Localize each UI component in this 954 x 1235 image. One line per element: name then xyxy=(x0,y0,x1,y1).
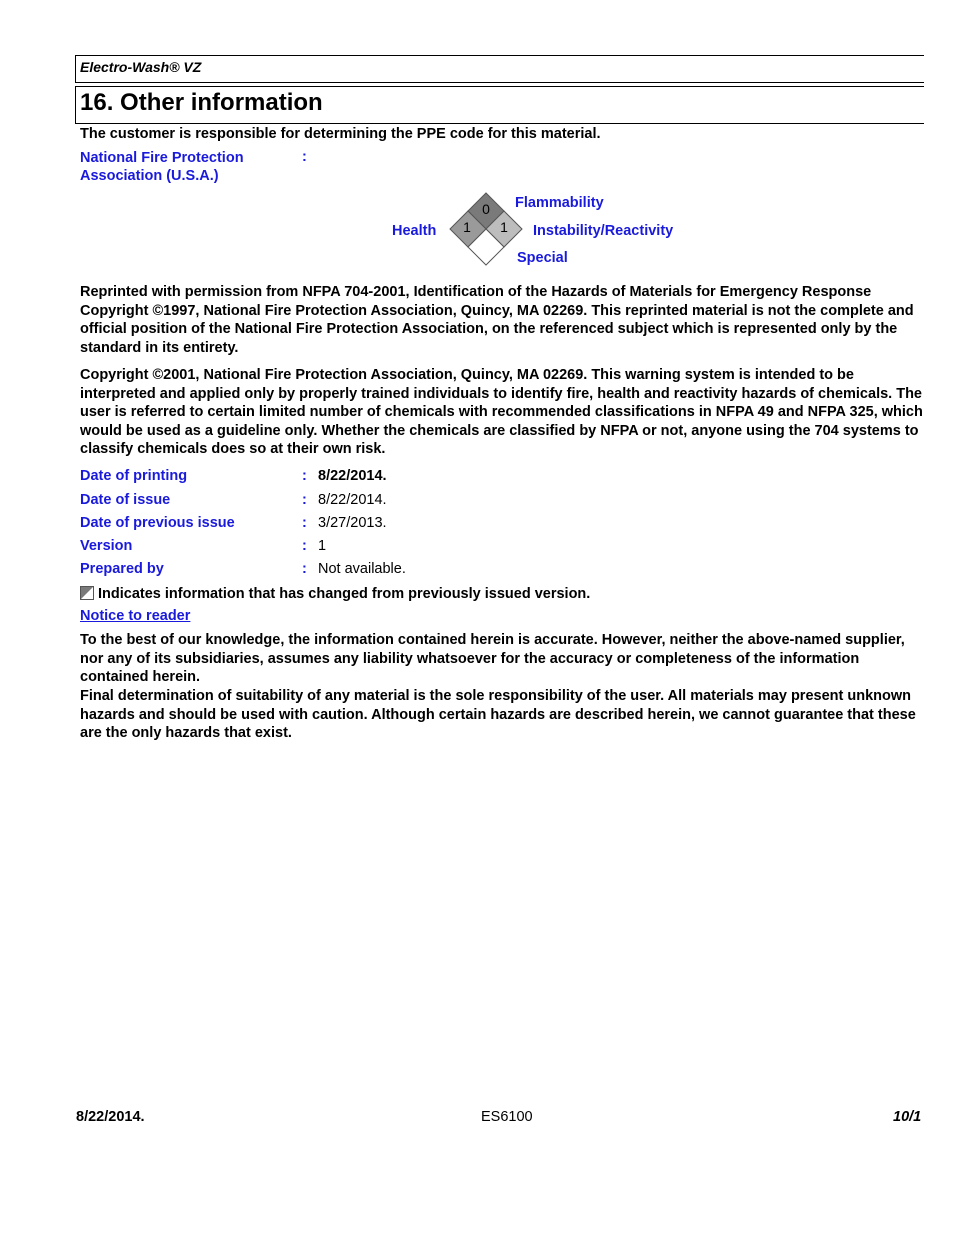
info-row-label: Version xyxy=(80,538,133,554)
special-label: Special xyxy=(517,250,568,266)
info-row-value: 8/22/2014. xyxy=(318,492,387,508)
instability-label: Instability/Reactivity xyxy=(533,223,674,239)
health-label: Health xyxy=(392,223,437,239)
footer-date: 8/22/2014. xyxy=(76,1109,145,1125)
copyright-paragraph: Copyright ©2001, National Fire Protection Association, Quincy, MA 02269. This warning system is intended to be interpreted and applied only by properly trained individuals to identify fire, health and reactivity hazards of chemicals. The user is referred to certain limited number of chemicals with recommended classifications in NFPA 49 and NFPA 325, which would be used as a guideline only. Whether the chemicals are classified by NFPA or not, anyone using the 704 systems to classify chemicals does so at their own risk. xyxy=(80,367,923,458)
footer-code: ES6100 xyxy=(481,1109,533,1125)
info-row-colon: : xyxy=(302,538,307,554)
info-row-date-of-previous-issue xyxy=(80,515,680,535)
product-header-box xyxy=(75,55,924,83)
info-row-label: Date of previous issue xyxy=(80,515,235,531)
nfpa-diamond xyxy=(446,191,526,271)
info-row-label: Date of printing xyxy=(80,468,188,484)
nfpa-colon: : xyxy=(302,149,307,165)
info-row-date-of-issue xyxy=(80,492,680,512)
info-row-date-of-printing xyxy=(80,468,680,488)
info-row-colon: : xyxy=(302,492,307,508)
nfpa-label-line1: National Fire Protection xyxy=(80,150,244,166)
info-row-colon: : xyxy=(302,515,307,531)
product-name: Electro-Wash® VZ xyxy=(80,59,202,75)
change-marker-icon xyxy=(80,586,94,600)
info-row-label: Prepared by xyxy=(80,561,164,577)
nfpa-label xyxy=(80,149,244,185)
section-title: 16. Other information xyxy=(80,89,323,116)
ppe-note: The customer is responsible for determining the PPE code for this material. xyxy=(80,126,601,142)
info-row-value: 1 xyxy=(318,538,327,554)
info-row-version xyxy=(80,538,680,558)
change-note: Indicates information that has changed from previously issued version. xyxy=(98,586,591,602)
info-row-label: Date of issue xyxy=(80,492,171,508)
flammability-label: Flammability xyxy=(515,195,604,211)
info-row-value: 8/22/2014. xyxy=(318,468,387,484)
info-row-colon: : xyxy=(302,468,307,484)
footer-page-number: 10/1 xyxy=(893,1109,922,1125)
flammability-value: 0 xyxy=(482,201,490,217)
notice-paragraph-1: To the best of our knowledge, the information contained herein is accurate. However, neither the above-named supplier, nor any of its subsidiaries, assumes any liability whatsoever for the accuracy or completeness of the information contained herein. xyxy=(80,632,905,686)
instability-value: 1 xyxy=(500,219,508,235)
info-row-value: 3/27/2013. xyxy=(318,515,387,531)
info-row-prepared-by xyxy=(80,561,680,581)
reprint-paragraph: Reprinted with permission from NFPA 704-2001, Identification of the Hazards of Materials for Emergency Response Copyright ©1997, National Fire Protection Association, Quincy, MA 02269. This reprinted material is not the complete and official position of the National Fire Protection Association, on the referenced subject which is represented only by the standard in its entirety. xyxy=(80,284,914,356)
health-value: 1 xyxy=(463,219,471,235)
nfpa-label-line2: Association (U.S.A.) xyxy=(80,168,219,184)
notice-paragraph-2: Final determination of suitability of any material is the sole responsibility of the user. All materials may present unknown hazards and should be used with caution. Although certain hazards are described herein, we cannot guarantee that these are the only hazards that exist. xyxy=(80,688,916,742)
notice-to-reader-link[interactable]: Notice to reader xyxy=(80,608,191,624)
info-row-value: Not available. xyxy=(318,561,406,577)
info-row-colon: : xyxy=(302,561,307,577)
